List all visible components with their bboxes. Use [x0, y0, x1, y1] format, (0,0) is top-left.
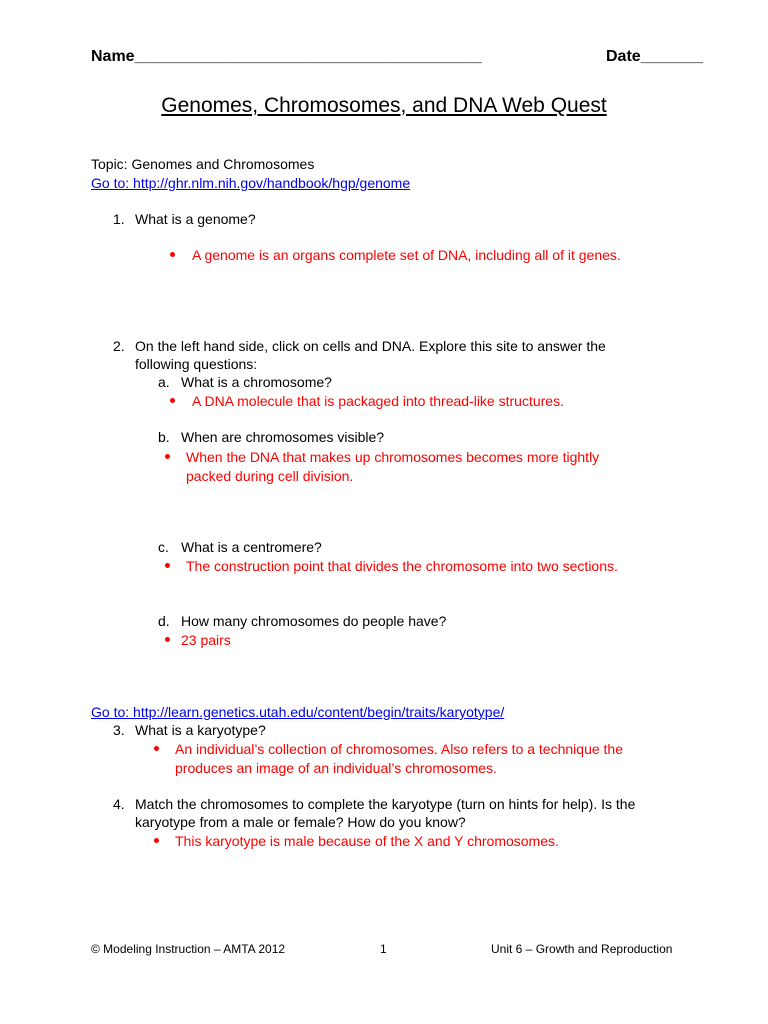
q2a-answer: A DNA molecule that is packaged into thread-like structures.	[192, 393, 564, 409]
q2-number: 2.	[113, 338, 125, 354]
q2c-answer: The construction point that divides the chromosome into two sections.	[186, 558, 618, 574]
q4-question-line2: karyotype from a male or female? How do you know?	[135, 814, 466, 830]
q3-question: What is a karyotype?	[135, 722, 266, 738]
q2-question-line2: following questions:	[135, 356, 258, 372]
q2a-label: a.	[158, 374, 170, 390]
q2d-question: How many chromosomes do people have?	[181, 613, 447, 629]
q2d-label: d.	[158, 613, 170, 629]
q3-answer-line1: An individual’s collection of chromosomes. Also refers to a technique the	[175, 741, 623, 757]
q2b-bullet-icon	[165, 454, 170, 459]
q2d-answer: 23 pairs	[181, 632, 231, 648]
name-field[interactable]	[91, 48, 482, 66]
q3-number: 3.	[113, 722, 125, 738]
date-label: Date	[606, 48, 641, 65]
footer-copyright: © Modeling Instruction – AMTA 2012	[91, 942, 286, 956]
q1-number: 1.	[113, 211, 125, 227]
q2c-bullet-icon	[165, 563, 170, 568]
q4-number: 4.	[113, 796, 125, 812]
name-label: Name	[91, 48, 135, 65]
date-line: _______	[640, 48, 703, 65]
q2b-answer-line2: packed during cell division.	[186, 468, 354, 484]
footer-page-number: 1	[380, 942, 387, 956]
q2c-question: What is a centromere?	[181, 539, 322, 555]
date-field[interactable]	[606, 48, 703, 66]
goto-url-2[interactable]: http://learn.genetics.utah.edu/content/begin/traits/karyotype/	[133, 704, 505, 720]
q4-answer: This karyotype is male because of the X and Y chromosomes.	[175, 833, 559, 849]
q2b-answer-line1: When the DNA that makes up chromosomes becomes more tightly	[186, 449, 600, 465]
q2a-bullet-icon	[170, 398, 175, 403]
q2d-bullet-icon	[165, 637, 170, 642]
q4-bullet-icon	[154, 838, 159, 843]
topic-text: Topic: Genomes and Chromosomes	[91, 156, 315, 172]
q3-answer-line2: produces an image of an individual’s chromosomes.	[175, 760, 497, 776]
q3-bullet-icon	[154, 746, 159, 751]
q1-answer: A genome is an organs complete set of DNA, including all of it genes.	[192, 247, 621, 263]
q2-question-line1: On the left hand side, click on cells and DNA. Explore this site to answer the	[135, 338, 606, 354]
goto-prefix-1: Go to:	[91, 175, 134, 191]
q2b-label: b.	[158, 429, 170, 445]
q2c-label: c.	[158, 539, 169, 555]
goto-link-1[interactable]	[91, 175, 410, 191]
q4-question-line1: Match the chromosomes to complete the karyotype (turn on hints for help). Is the	[135, 796, 636, 812]
q1-bullet-icon	[170, 252, 175, 257]
q2b-question: When are chromosomes visible?	[181, 429, 385, 445]
name-line: _______________________________________	[134, 48, 482, 65]
footer-unit: Unit 6 – Growth and Reproduction	[491, 942, 673, 956]
goto-link-2[interactable]	[91, 704, 504, 720]
q2a-question: What is a chromosome?	[181, 374, 332, 390]
page-title: Genomes, Chromosomes, and DNA Web Quest	[161, 94, 607, 117]
goto-url-1[interactable]: http://ghr.nlm.nih.gov/handbook/hgp/genome	[133, 175, 411, 191]
goto-prefix-2: Go to:	[91, 704, 134, 720]
q1-question: What is a genome?	[135, 211, 256, 227]
